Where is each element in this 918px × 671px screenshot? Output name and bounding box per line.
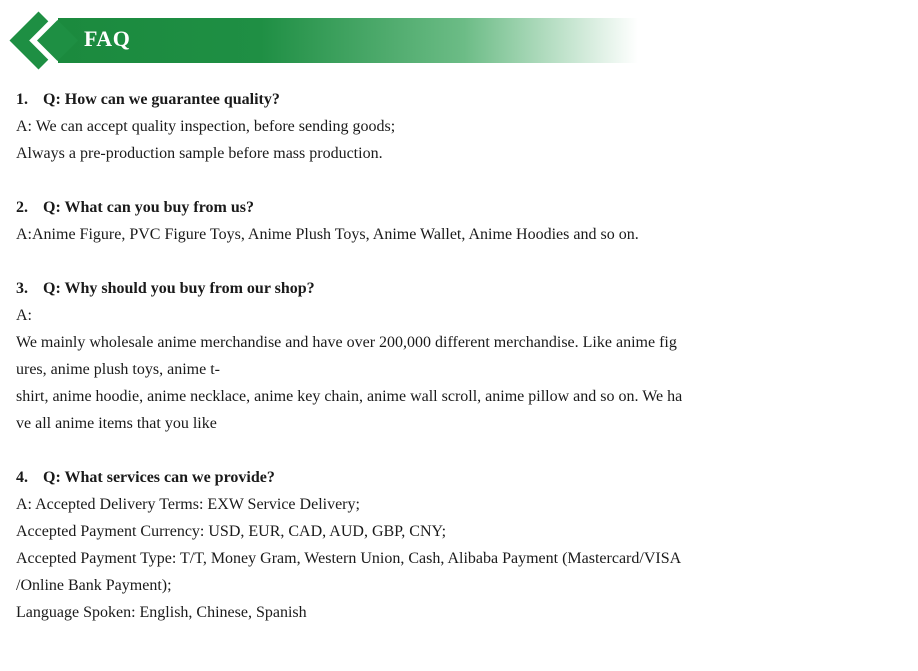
- faq-answer-line: shirt, anime hoodie, anime necklace, anime key chain, anime wall scroll, anime pillow and so on. We ha: [16, 388, 683, 405]
- faq-answer-line: A: Accepted Delivery Terms: EXW Service Delivery;: [16, 496, 360, 513]
- faq-answer-line: Accepted Payment Currency: USD, EUR, CAD, AUD, GBP, CNY;: [16, 523, 447, 540]
- faq-answer-line: A:Anime Figure, PVC Figure Toys, Anime Plush Toys, Anime Wallet, Anime Hoodies and so on.: [16, 226, 639, 243]
- faq-number: 4.: [16, 469, 28, 486]
- faq-question-text: Q: Why should you buy from our shop?: [43, 280, 315, 297]
- faq-number: 2.: [16, 199, 28, 216]
- faq-question-text: Q: What services can we provide?: [43, 469, 275, 486]
- faq-question: [16, 86, 876, 113]
- faq-question: [16, 464, 876, 491]
- faq-question: [16, 275, 876, 302]
- faq-number: 1.: [16, 91, 28, 108]
- faq-answer-line: Always a pre-production sample before mass production.: [16, 145, 383, 162]
- faq-answer-line: A: We can accept quality inspection, before sending goods;: [16, 118, 396, 135]
- faq-answer-line: A:: [16, 307, 32, 324]
- faq-answer-line: We mainly wholesale anime merchandise and have over 200,000 different merchandise. Like anime fig: [16, 334, 677, 351]
- faq-question-text: Q: What can you buy from us?: [43, 199, 254, 216]
- banner-gradient-bar: [58, 18, 638, 63]
- faq-answer-line: ures, anime plush toys, anime t-: [16, 361, 220, 378]
- faq-answer-line: Language Spoken: English, Chinese, Spanish: [16, 604, 307, 621]
- faq-item-3: [16, 275, 876, 437]
- faq-item-1: [16, 86, 876, 167]
- faq-list: [16, 86, 876, 653]
- faq-question: [16, 194, 876, 221]
- faq-answer-line: /Online Bank Payment);: [16, 577, 172, 594]
- faq-answer-line: Accepted Payment Type: T/T, Money Gram, Western Union, Cash, Alibaba Payment (Mastercard/VISA: [16, 550, 682, 567]
- faq-item-2: [16, 194, 876, 248]
- faq-number: 3.: [16, 280, 28, 297]
- faq-question-text: Q: How can we guarantee quality?: [43, 91, 280, 108]
- faq-banner: [0, 18, 640, 63]
- faq-answer-line: ve all anime items that you like: [16, 415, 217, 432]
- faq-item-4: [16, 464, 876, 626]
- page-title: FAQ: [84, 26, 131, 51]
